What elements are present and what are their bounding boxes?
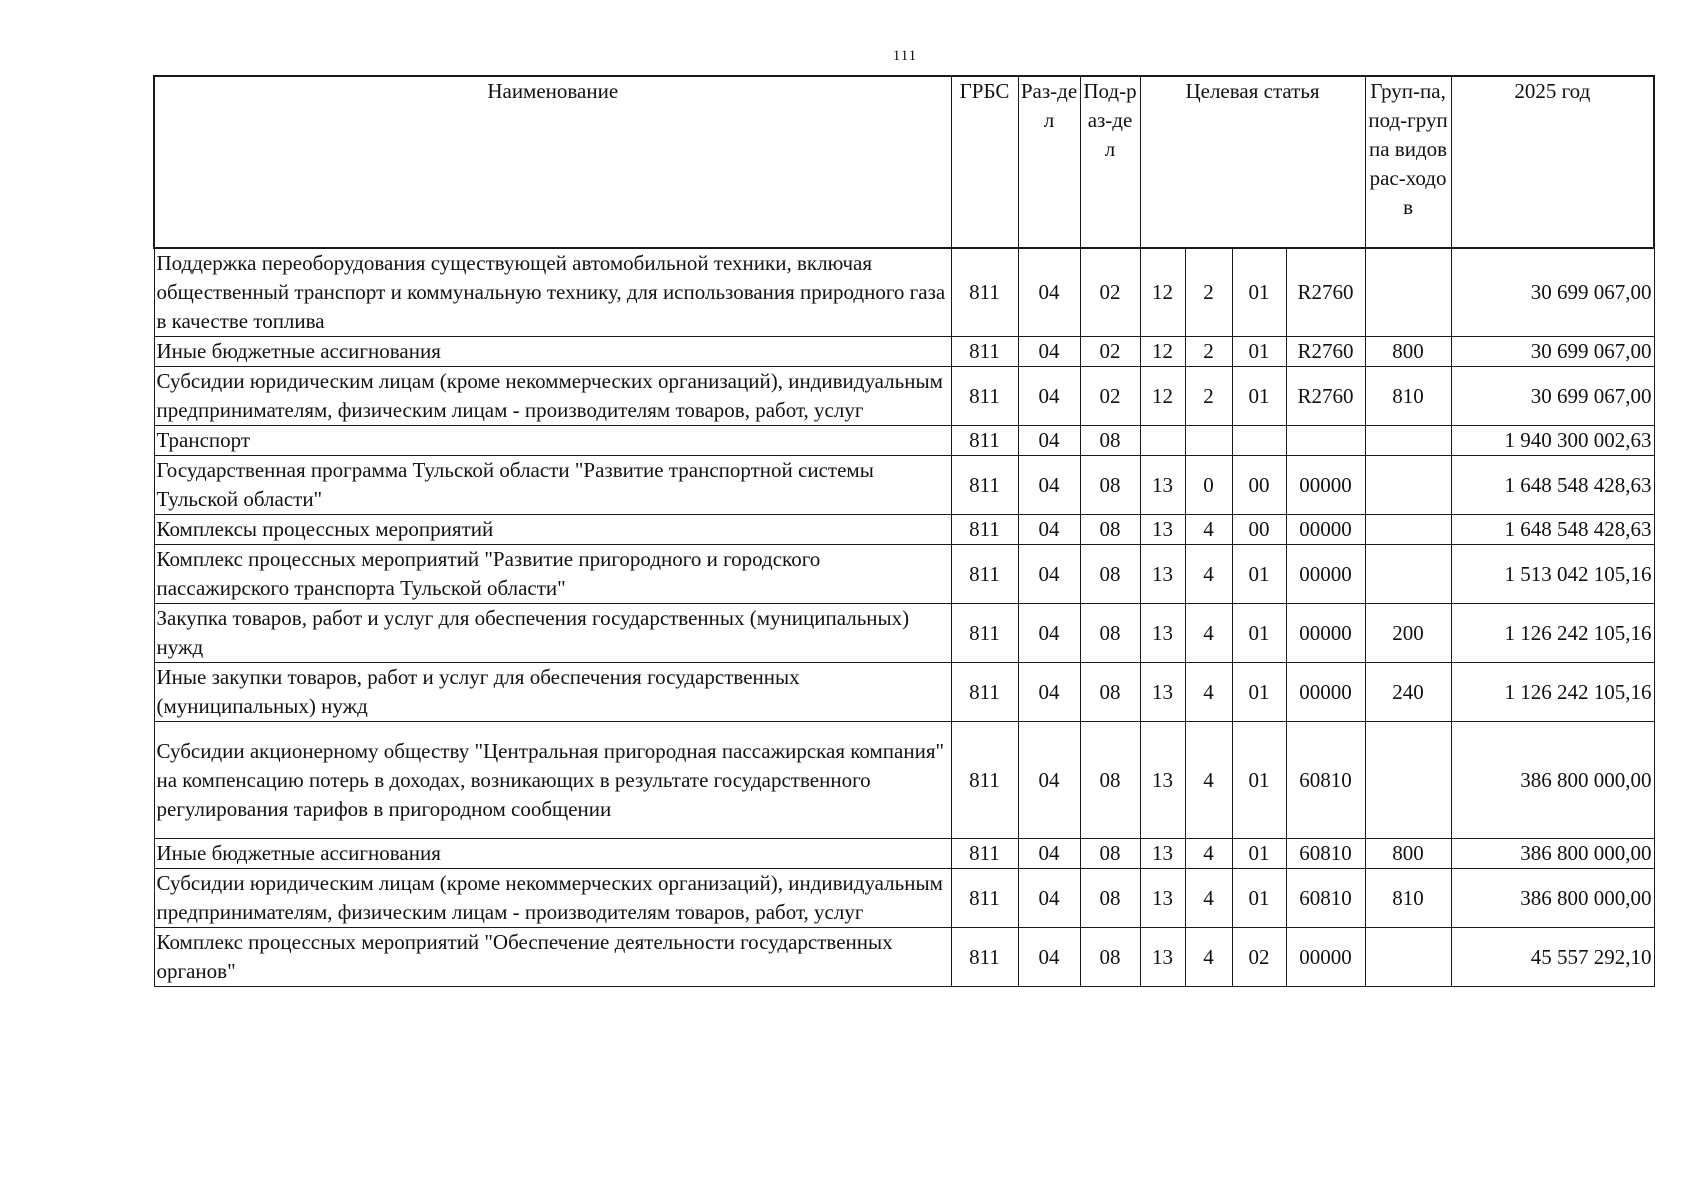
row-razdel: 04	[1018, 545, 1080, 604]
row-grbs: 811	[951, 337, 1018, 367]
row-razdel: 04	[1018, 337, 1080, 367]
row-cs3	[1232, 426, 1286, 456]
row-cs2: 4	[1185, 604, 1232, 663]
row-grbs: 811	[951, 456, 1018, 515]
row-podrazdel: 08	[1080, 426, 1140, 456]
table-row	[154, 456, 1654, 515]
row-cs1: 12	[1140, 367, 1185, 426]
row-cs3: 01	[1232, 367, 1286, 426]
row-cs1: 13	[1140, 545, 1185, 604]
row-amount: 30 699 067,00	[1451, 248, 1654, 337]
table-row	[154, 337, 1654, 367]
row-podrazdel: 08	[1080, 604, 1140, 663]
row-razdel: 04	[1018, 839, 1080, 869]
header-celevaya-statya: Целевая статья	[1140, 76, 1365, 248]
row-name: Иные бюджетные ассигнования	[154, 337, 951, 367]
row-cs4: 00000	[1286, 663, 1365, 722]
row-cs3: 01	[1232, 663, 1286, 722]
table-row	[154, 722, 1654, 839]
row-cs4: R2760	[1286, 337, 1365, 367]
row-name: Субсидии юридическим лицам (кроме некоммерческих организаций), индивидуальным предпринимателям, физическим лицам - производителям товаров, работ, услуг	[154, 869, 951, 928]
table-row	[154, 869, 1654, 928]
row-cs4: 00000	[1286, 515, 1365, 545]
row-podrazdel: 08	[1080, 663, 1140, 722]
row-razdel: 04	[1018, 663, 1080, 722]
table-row	[154, 367, 1654, 426]
row-grbs: 811	[951, 604, 1018, 663]
row-razdel: 04	[1018, 928, 1080, 987]
row-name: Государственная программа Тульской области "Развитие транспортной системы Тульской области"	[154, 456, 951, 515]
row-grbs: 811	[951, 515, 1018, 545]
row-amount: 1 940 300 002,63	[1451, 426, 1654, 456]
row-amount: 386 800 000,00	[1451, 869, 1654, 928]
row-amount: 45 557 292,10	[1451, 928, 1654, 987]
row-cs1: 13	[1140, 869, 1185, 928]
row-podrazdel: 02	[1080, 337, 1140, 367]
row-cs3: 00	[1232, 456, 1286, 515]
row-amount: 386 800 000,00	[1451, 722, 1654, 839]
table-row	[154, 839, 1654, 869]
row-name: Поддержка переоборудования существующей автомобильной техники, включая общественный транспорт и коммунальную технику, для использования природного газа в качестве топлива	[154, 248, 951, 337]
row-name: Закупка товаров, работ и услуг для обеспечения государственных (муниципальных) нужд	[154, 604, 951, 663]
row-cs4: R2760	[1286, 367, 1365, 426]
row-vr: 240	[1365, 663, 1451, 722]
row-cs3: 01	[1232, 337, 1286, 367]
row-name: Транспорт	[154, 426, 951, 456]
row-vr: 200	[1365, 604, 1451, 663]
row-amount: 1 648 548 428,63	[1451, 515, 1654, 545]
row-cs4: 60810	[1286, 839, 1365, 869]
row-razdel: 04	[1018, 367, 1080, 426]
page-number: 111	[892, 48, 918, 64]
row-vr: 800	[1365, 839, 1451, 869]
row-cs2: 4	[1185, 663, 1232, 722]
row-podrazdel: 08	[1080, 515, 1140, 545]
row-cs2	[1185, 426, 1232, 456]
row-cs1	[1140, 426, 1185, 456]
row-razdel: 04	[1018, 456, 1080, 515]
row-podrazdel: 08	[1080, 839, 1140, 869]
row-cs2: 2	[1185, 337, 1232, 367]
row-cs2: 4	[1185, 722, 1232, 839]
row-grbs: 811	[951, 869, 1018, 928]
row-cs1: 12	[1140, 337, 1185, 367]
row-cs1: 13	[1140, 722, 1185, 839]
row-vr: 810	[1365, 869, 1451, 928]
row-vr: 810	[1365, 367, 1451, 426]
header-razdel: Раз-дел	[1018, 76, 1080, 248]
row-podrazdel: 08	[1080, 928, 1140, 987]
row-cs3: 02	[1232, 928, 1286, 987]
row-cs2: 0	[1185, 456, 1232, 515]
row-grbs: 811	[951, 367, 1018, 426]
row-name: Иные закупки товаров, работ и услуг для обеспечения государственных (муниципальных) нужд	[154, 663, 951, 722]
row-amount: 1 513 042 105,16	[1451, 545, 1654, 604]
row-cs1: 13	[1140, 839, 1185, 869]
row-grbs: 811	[951, 545, 1018, 604]
row-cs3: 01	[1232, 604, 1286, 663]
row-grbs: 811	[951, 722, 1018, 839]
row-cs4: 00000	[1286, 456, 1365, 515]
row-vr	[1365, 248, 1451, 337]
row-name: Комплекс процессных мероприятий "Обеспечение деятельности государственных органов"	[154, 928, 951, 987]
row-cs2: 4	[1185, 839, 1232, 869]
table-header	[154, 76, 1654, 248]
header-gruppa-vidov-rashodov: Груп-па, под-группа видов рас-ходов	[1365, 76, 1451, 248]
row-cs2: 2	[1185, 367, 1232, 426]
row-cs4: 00000	[1286, 928, 1365, 987]
row-cs4: R2760	[1286, 248, 1365, 337]
row-cs3: 01	[1232, 839, 1286, 869]
row-name: Комплексы процессных мероприятий	[154, 515, 951, 545]
row-amount: 30 699 067,00	[1451, 367, 1654, 426]
row-cs3: 01	[1232, 869, 1286, 928]
row-cs3: 01	[1232, 722, 1286, 839]
header-grbs: ГРБС	[951, 76, 1018, 248]
row-razdel: 04	[1018, 515, 1080, 545]
row-vr	[1365, 456, 1451, 515]
row-cs2: 4	[1185, 515, 1232, 545]
table-row	[154, 248, 1654, 337]
table-row	[154, 515, 1654, 545]
row-vr	[1365, 928, 1451, 987]
row-amount: 1 126 242 105,16	[1451, 604, 1654, 663]
row-vr	[1365, 515, 1451, 545]
row-amount: 1 126 242 105,16	[1451, 663, 1654, 722]
row-grbs: 811	[951, 248, 1018, 337]
budget-table	[153, 75, 1655, 987]
header-year-2025: 2025 год	[1451, 76, 1654, 248]
row-cs1: 13	[1140, 604, 1185, 663]
table-row	[154, 545, 1654, 604]
row-grbs: 811	[951, 839, 1018, 869]
row-cs3: 01	[1232, 545, 1286, 604]
row-vr: 800	[1365, 337, 1451, 367]
row-cs4	[1286, 426, 1365, 456]
header-podrazdel: Под-раз-дел	[1080, 76, 1140, 248]
row-cs2: 4	[1185, 869, 1232, 928]
row-cs4: 00000	[1286, 604, 1365, 663]
row-vr	[1365, 722, 1451, 839]
row-podrazdel: 02	[1080, 248, 1140, 337]
row-amount: 30 699 067,00	[1451, 337, 1654, 367]
row-cs2: 2	[1185, 248, 1232, 337]
row-cs4: 60810	[1286, 722, 1365, 839]
row-cs1: 12	[1140, 248, 1185, 337]
row-cs3: 01	[1232, 248, 1286, 337]
row-grbs: 811	[951, 928, 1018, 987]
row-cs4: 60810	[1286, 869, 1365, 928]
table-row	[154, 604, 1654, 663]
row-podrazdel: 02	[1080, 367, 1140, 426]
row-name: Субсидии акционерному обществу "Центральная пригородная пассажирская компания" на компенсацию потерь в доходах, возникающих в результате государственного регулирования тарифов в пригородном сообщении	[154, 722, 951, 839]
row-podrazdel: 08	[1080, 722, 1140, 839]
row-grbs: 811	[951, 426, 1018, 456]
row-vr	[1365, 426, 1451, 456]
row-name: Субсидии юридическим лицам (кроме некоммерческих организаций), индивидуальным предпринимателям, физическим лицам - производителям товаров, работ, услуг	[154, 367, 951, 426]
table-row	[154, 426, 1654, 456]
header-name: Наименование	[154, 76, 951, 248]
row-razdel: 04	[1018, 722, 1080, 839]
row-cs4: 00000	[1286, 545, 1365, 604]
row-razdel: 04	[1018, 604, 1080, 663]
row-vr	[1365, 545, 1451, 604]
row-cs2: 4	[1185, 928, 1232, 987]
row-razdel: 04	[1018, 869, 1080, 928]
row-amount: 386 800 000,00	[1451, 839, 1654, 869]
row-cs1: 13	[1140, 663, 1185, 722]
row-cs3: 00	[1232, 515, 1286, 545]
row-cs1: 13	[1140, 515, 1185, 545]
row-cs1: 13	[1140, 456, 1185, 515]
row-grbs: 811	[951, 663, 1018, 722]
table-body	[154, 248, 1654, 987]
row-name: Иные бюджетные ассигнования	[154, 839, 951, 869]
row-name: Комплекс процессных мероприятий "Развитие пригородного и городского пассажирского транспорта Тульской области"	[154, 545, 951, 604]
row-razdel: 04	[1018, 248, 1080, 337]
row-podrazdel: 08	[1080, 456, 1140, 515]
row-cs2: 4	[1185, 545, 1232, 604]
table-row	[154, 663, 1654, 722]
row-cs1: 13	[1140, 928, 1185, 987]
table-row	[154, 928, 1654, 987]
row-podrazdel: 08	[1080, 869, 1140, 928]
row-podrazdel: 08	[1080, 545, 1140, 604]
row-amount: 1 648 548 428,63	[1451, 456, 1654, 515]
row-razdel: 04	[1018, 426, 1080, 456]
